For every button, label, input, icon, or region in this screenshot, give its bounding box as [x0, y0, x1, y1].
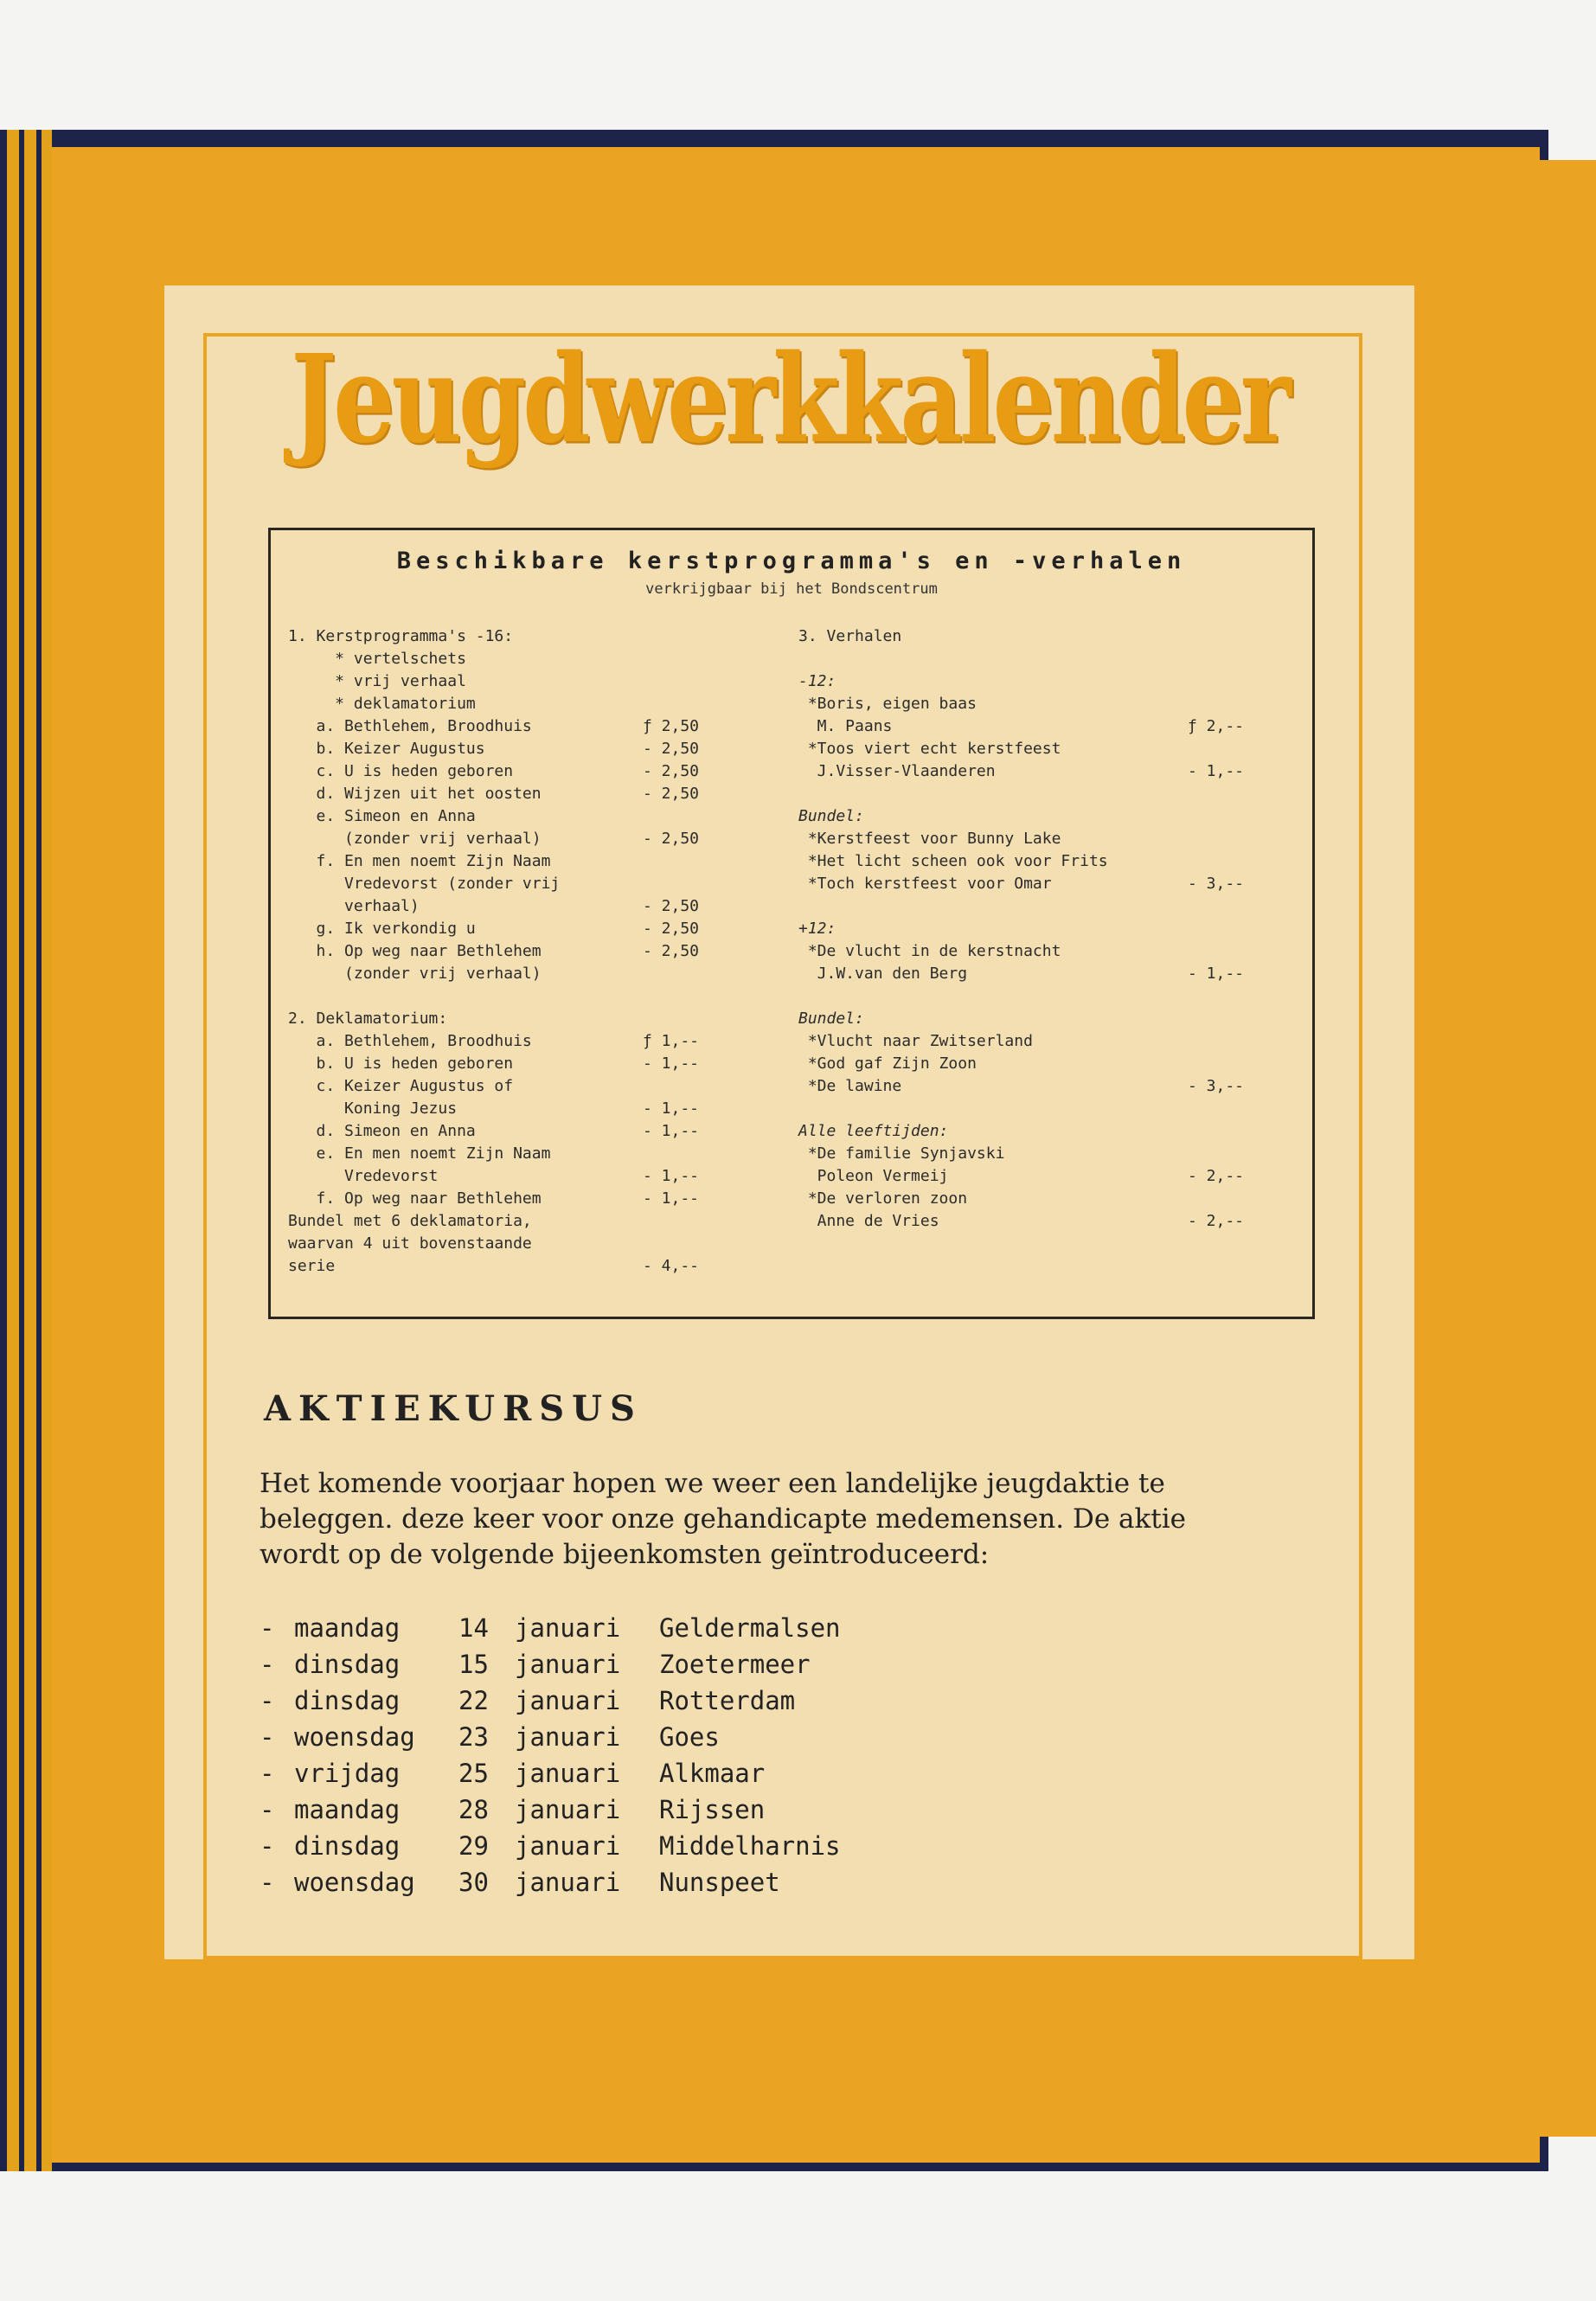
page-title: Jeugdwerkkalender	[291, 329, 1288, 471]
item-price: - 2,50	[643, 762, 700, 780]
item-price: - 1,--	[1188, 965, 1245, 983]
item-text: (zonder vrij verhaal)	[288, 830, 542, 848]
item-price: - 1,--	[1188, 762, 1245, 780]
schedule-date: 29	[458, 1831, 489, 1861]
list-item	[288, 918, 764, 940]
list-item	[288, 828, 764, 850]
schedule-month: januari	[515, 1650, 621, 1679]
schedule-place: Rijssen	[659, 1795, 766, 1824]
list-item	[798, 783, 1292, 805]
item-text: (zonder vrij verhaal)	[288, 965, 542, 983]
list-item	[798, 895, 1292, 918]
item-text: *Het licht scheen ook voor Frits	[798, 852, 1108, 870]
item-text: *De familie Synjavski	[798, 1144, 1005, 1163]
item-text: f. Op weg naar Bethlehem	[288, 1189, 542, 1208]
list-item	[798, 1075, 1292, 1098]
list-item	[288, 1030, 764, 1053]
list-item	[798, 873, 1292, 895]
schedule-date: 30	[458, 1868, 489, 1897]
item-text: *Kerstfeest voor Bunny Lake	[798, 830, 1061, 848]
item-text: serie	[288, 1257, 336, 1275]
list-item	[288, 1143, 764, 1165]
schedule-month: januari	[515, 1795, 621, 1824]
schedule-day: maandag	[294, 1795, 401, 1824]
item-price: ƒ 1,--	[643, 1032, 700, 1050]
item-text: * vertelschets	[288, 650, 466, 668]
item-text: 2. Deklamatorium:	[288, 1009, 448, 1028]
schedule-place: Middelharnis	[659, 1831, 841, 1861]
item-text: J.Visser-Vlaanderen	[798, 762, 996, 780]
list-item	[798, 738, 1292, 760]
item-text: Poleon Vermeij	[798, 1167, 949, 1185]
list-item	[798, 1053, 1292, 1075]
item-text: c. Keizer Augustus of	[288, 1077, 514, 1095]
item-text: e. Simeon en Anna	[288, 807, 476, 825]
item-text: h. Op weg naar Bethlehem	[288, 942, 542, 960]
schedule-place: Alkmaar	[659, 1759, 766, 1788]
item-text: * vrij verhaal	[288, 672, 466, 690]
list-item	[288, 648, 764, 670]
schedule-date: 22	[458, 1686, 489, 1715]
item-text: d. Simeon en Anna	[288, 1122, 476, 1140]
programs-box	[268, 528, 1315, 1319]
schedule-day: dinsdag	[294, 1686, 401, 1715]
item-text: Koning Jezus	[288, 1099, 458, 1118]
item-price: - 1,--	[643, 1122, 700, 1140]
list-item	[798, 760, 1292, 783]
schedule-day: dinsdag	[294, 1831, 401, 1861]
schedule-day: dinsdag	[294, 1650, 401, 1679]
list-item	[798, 1188, 1292, 1210]
schedule-dash: -	[260, 1868, 275, 1897]
item-price: - 2,50	[643, 942, 700, 960]
programs-heading: Beschikbare kerstprogramma's en -verhalen	[396, 548, 1187, 574]
item-price: - 2,50	[643, 785, 700, 803]
programs-subheading: verkrijgbaar bij het Bondscentrum	[645, 580, 938, 598]
item-price: - 1,--	[643, 1099, 700, 1118]
item-price: - 2,--	[1188, 1167, 1245, 1185]
item-text: b. Keizer Augustus	[288, 740, 485, 758]
item-text: M. Paans	[798, 717, 893, 735]
schedule-dash: -	[260, 1795, 275, 1824]
item-price: - 1,--	[643, 1167, 700, 1185]
item-text: *Boris, eigen baas	[798, 695, 977, 713]
schedule-place: Goes	[659, 1722, 720, 1752]
item-text: f. En men noemt Zijn Naam	[288, 852, 551, 870]
item-text: *Toos viert echt kerstfeest	[798, 740, 1061, 758]
schedule-place: Rotterdam	[659, 1686, 796, 1715]
item-text: Bundel:	[798, 1009, 864, 1028]
list-item	[288, 760, 764, 783]
list-item	[798, 985, 1292, 1008]
item-text: * deklamatorium	[288, 695, 476, 713]
item-text: 1. Kerstprogramma's -16:	[288, 627, 514, 645]
schedule-place: Zoetermeer	[659, 1650, 811, 1679]
item-text: *God gaf Zijn Zoon	[798, 1054, 977, 1073]
schedule-dash: -	[260, 1686, 275, 1715]
item-price: - 2,50	[643, 740, 700, 758]
item-text: verhaal)	[288, 897, 420, 915]
list-item	[288, 783, 764, 805]
list-item	[288, 1120, 764, 1143]
list-item	[288, 1053, 764, 1075]
list-item	[798, 1030, 1292, 1053]
list-item	[288, 1255, 764, 1278]
list-item	[288, 1188, 764, 1210]
list-item	[288, 963, 764, 985]
schedule-month: januari	[515, 1613, 621, 1643]
list-item	[798, 625, 1292, 648]
item-price: - 3,--	[1188, 1077, 1245, 1095]
item-text: a. Bethlehem, Broodhuis	[288, 1032, 532, 1050]
list-item	[288, 985, 764, 1008]
item-text: Vredevorst	[288, 1167, 439, 1185]
item-price: - 2,50	[643, 897, 700, 915]
programs-right-column	[798, 625, 1292, 1233]
schedule-dash: -	[260, 1759, 275, 1788]
item-text: 3. Verhalen	[798, 627, 902, 645]
list-item	[288, 873, 764, 895]
list-item	[288, 693, 764, 715]
list-item	[798, 1210, 1292, 1233]
schedule-day: maandag	[294, 1613, 401, 1643]
schedule-day: woensdag	[294, 1722, 415, 1752]
item-text: c. U is heden geboren	[288, 762, 514, 780]
schedule-month: januari	[515, 1759, 621, 1788]
list-item	[288, 940, 764, 963]
list-item	[288, 670, 764, 693]
item-text: *De verloren zoon	[798, 1189, 968, 1208]
item-text: *Vlucht naar Zwitserland	[798, 1032, 1033, 1050]
schedule-date: 23	[458, 1722, 489, 1752]
list-item	[798, 963, 1292, 985]
item-price: - 4,--	[643, 1257, 700, 1275]
list-item	[288, 1098, 764, 1120]
programs-left-column	[288, 625, 764, 1278]
list-item	[798, 648, 1292, 670]
schedule-day: vrijdag	[294, 1759, 401, 1788]
item-text: d. Wijzen uit het oosten	[288, 785, 542, 803]
item-text: J.W.van den Berg	[798, 965, 968, 983]
schedule-date: 15	[458, 1650, 489, 1679]
list-item	[798, 1143, 1292, 1165]
list-item	[288, 805, 764, 828]
item-text: g. Ik verkondig u	[288, 920, 476, 938]
item-text: b. U is heden geboren	[288, 1054, 514, 1073]
aktie-heading: AKTIEKURSUS	[264, 1388, 643, 1429]
schedule-month: januari	[515, 1831, 621, 1861]
list-item	[288, 625, 764, 648]
item-text: e. En men noemt Zijn Naam	[288, 1144, 551, 1163]
list-item	[288, 1008, 764, 1030]
item-text: +12:	[798, 920, 836, 938]
item-price: - 1,--	[643, 1054, 700, 1073]
item-text: Bundel:	[798, 807, 864, 825]
item-price: ƒ 2,--	[1188, 717, 1245, 735]
item-price: - 1,--	[643, 1189, 700, 1208]
list-item	[288, 715, 764, 738]
list-item	[288, 1165, 764, 1188]
schedule-date: 25	[458, 1759, 489, 1788]
binder-page-edge	[24, 130, 39, 2171]
schedule-place: Nunspeet	[659, 1868, 780, 1897]
item-price: - 2,50	[643, 920, 700, 938]
item-text: Bundel met 6 deklamatoria,	[288, 1212, 532, 1230]
item-text: waarvan 4 uit bovenstaande	[288, 1234, 532, 1253]
item-price: - 2,--	[1188, 1212, 1245, 1230]
item-text: Vredevorst (zonder vrij	[288, 875, 561, 893]
schedule-day: woensdag	[294, 1868, 415, 1897]
list-item	[288, 1233, 764, 1255]
aktie-body: Het komende voorjaar hopen we weer een landelijke jeugdaktie te beleggen. deze keer voor onze gehandicapte medemensen. De aktie wordt op de volgende bijeenkomsten geïntroduceerd:	[260, 1468, 1187, 1570]
schedule-month: januari	[515, 1868, 621, 1897]
list-item	[798, 670, 1292, 693]
schedule-date: 28	[458, 1795, 489, 1824]
item-price: - 3,--	[1188, 875, 1245, 893]
item-price: ƒ 2,50	[643, 717, 700, 735]
list-item	[798, 1165, 1292, 1188]
list-item	[288, 1075, 764, 1098]
schedule-dash: -	[260, 1613, 275, 1643]
schedule-date: 14	[458, 1613, 489, 1643]
list-item	[798, 1098, 1292, 1120]
schedule-place: Geldermalsen	[659, 1613, 841, 1643]
item-text: *Toch kerstfeest voor Omar	[798, 875, 1052, 893]
list-item	[798, 940, 1292, 963]
list-item	[288, 895, 764, 918]
list-item	[798, 715, 1292, 738]
item-text: Alle leeftijden:	[798, 1122, 949, 1140]
schedule-dash: -	[260, 1722, 275, 1752]
list-item	[288, 1210, 764, 1233]
item-text: *De lawine	[798, 1077, 902, 1095]
item-text: a. Bethlehem, Broodhuis	[288, 717, 532, 735]
item-text: -12:	[798, 672, 836, 690]
list-item	[798, 1120, 1292, 1143]
schedule-dash: -	[260, 1650, 275, 1679]
binder-page-edge	[7, 130, 22, 2171]
schedule-month: januari	[515, 1722, 621, 1752]
schedule-dash: -	[260, 1831, 275, 1861]
list-item	[288, 738, 764, 760]
item-text: *De vlucht in de kerstnacht	[798, 942, 1061, 960]
list-item	[798, 918, 1292, 940]
list-item	[798, 693, 1292, 715]
list-item	[798, 828, 1292, 850]
item-text: Anne de Vries	[798, 1212, 939, 1230]
list-item	[798, 1008, 1292, 1030]
list-item	[288, 850, 764, 873]
list-item	[798, 850, 1292, 873]
schedule-month: januari	[515, 1686, 621, 1715]
item-price: - 2,50	[643, 830, 700, 848]
list-item	[798, 805, 1292, 828]
